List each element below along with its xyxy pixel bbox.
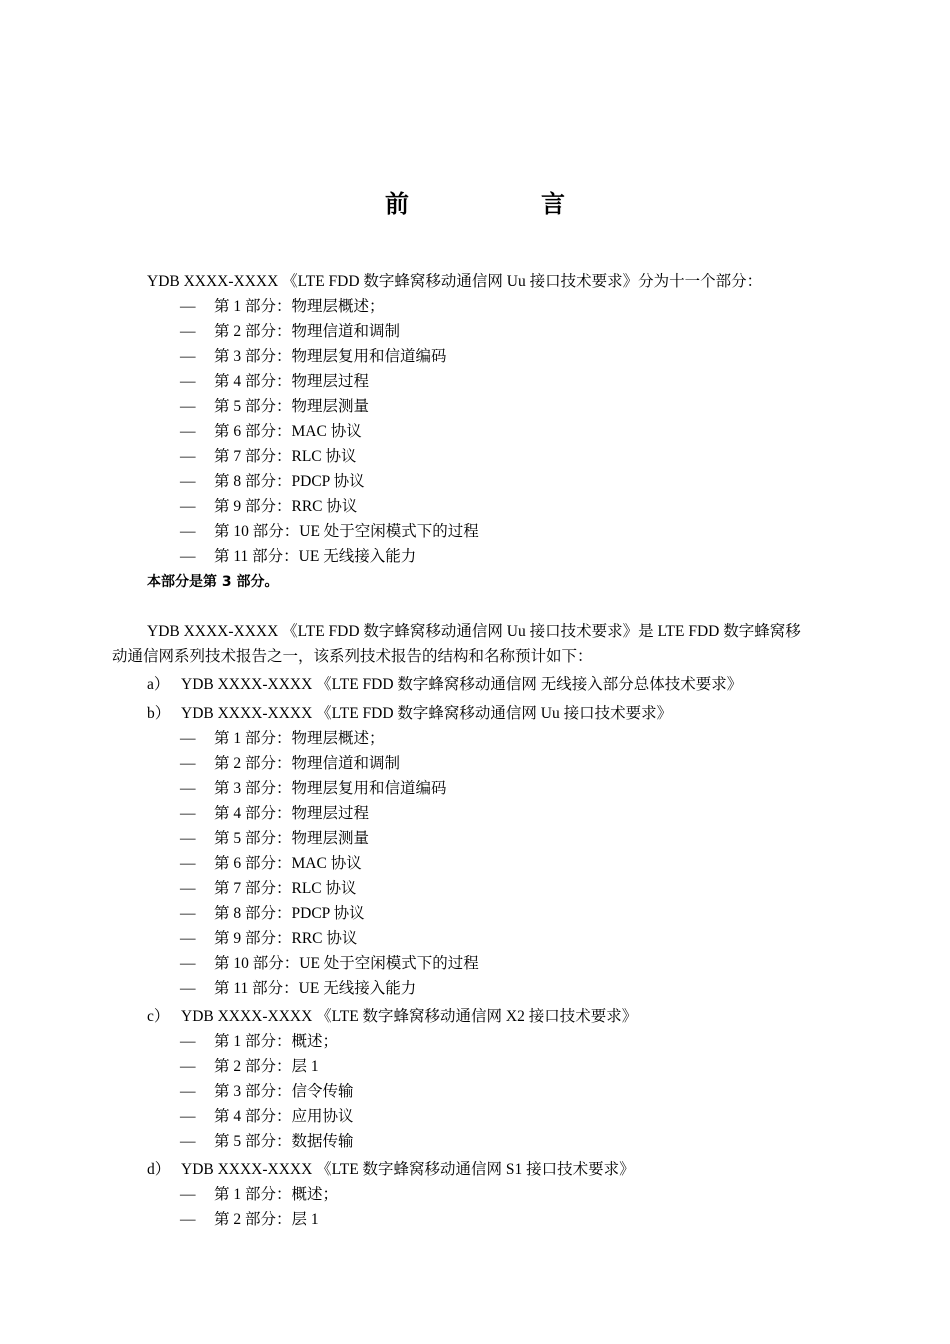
list-dash: — bbox=[180, 955, 196, 972]
item-b-title: YDB XXXX-XXXX 《LTE FDD 数字蜂窝移动通信网 Uu 接口技术要求》 bbox=[181, 705, 673, 722]
list-item: 第 1 部分：概述； bbox=[214, 1033, 339, 1050]
list-item: 第 3 部分：物理层复用和信道编码 bbox=[214, 780, 447, 797]
item-marker-a: a） bbox=[147, 676, 170, 693]
this-part-statement: 本部分是第 3 部分。 bbox=[147, 574, 279, 590]
list-item: 第 5 部分：物理层测量 bbox=[214, 398, 370, 415]
list-item: 第 4 部分：物理层过程 bbox=[214, 805, 370, 822]
list-dash: — bbox=[180, 1186, 196, 1203]
list-dash: — bbox=[180, 473, 196, 490]
list-item: 第 1 部分：物理层概述； bbox=[214, 730, 385, 747]
list-item: 第 2 部分：层 1 bbox=[214, 1058, 319, 1075]
list-dash: — bbox=[180, 1108, 196, 1125]
list-item: 第 8 部分：PDCP 协议 bbox=[214, 905, 365, 922]
list-item: 第 2 部分：物理信道和调制 bbox=[214, 323, 401, 340]
list-item: 第 2 部分：层 1 bbox=[214, 1211, 319, 1228]
list-dash: — bbox=[180, 1058, 196, 1075]
list-dash: — bbox=[180, 830, 196, 847]
list-item: 第 6 部分：MAC 协议 bbox=[214, 855, 362, 872]
list-dash: — bbox=[180, 373, 196, 390]
list-dash: — bbox=[180, 880, 196, 897]
list-item: 第 5 部分：物理层测量 bbox=[214, 830, 370, 847]
item-marker-d: d） bbox=[147, 1161, 171, 1178]
list-dash: — bbox=[180, 523, 196, 540]
item-c-title: YDB XXXX-XXXX 《LTE 数字蜂窝移动通信网 X2 接口技术要求》 bbox=[181, 1008, 638, 1025]
item-marker-b: b） bbox=[147, 705, 171, 722]
list-item: 第 4 部分：物理层过程 bbox=[214, 373, 370, 390]
list-dash: — bbox=[180, 423, 196, 440]
list-dash: — bbox=[180, 348, 196, 365]
list-item: 第 1 部分：物理层概述； bbox=[214, 298, 385, 315]
series-paragraph-line-2: 动通信网系列技术报告之一，该系列技术报告的结构和名称预计如下： bbox=[112, 648, 593, 665]
list-item: 第 1 部分：概述； bbox=[214, 1186, 339, 1203]
list-dash: — bbox=[180, 498, 196, 515]
list-dash: — bbox=[180, 855, 196, 872]
page-title: 前 言 bbox=[385, 190, 619, 218]
list-item: 第 11 部分：UE 无线接入能力 bbox=[214, 548, 417, 565]
list-item: 第 6 部分：MAC 协议 bbox=[214, 423, 362, 440]
list-dash: — bbox=[180, 1133, 196, 1150]
list-dash: — bbox=[180, 805, 196, 822]
item-marker-c: c） bbox=[147, 1008, 170, 1025]
list-dash: — bbox=[180, 1033, 196, 1050]
list-dash: — bbox=[180, 905, 196, 922]
list-item: 第 9 部分：RRC 协议 bbox=[214, 498, 358, 515]
item-a-title: YDB XXXX-XXXX 《LTE FDD 数字蜂窝移动通信网 无线接入部分总体技术要求》 bbox=[181, 676, 743, 693]
list-item: 第 11 部分：UE 无线接入能力 bbox=[214, 980, 417, 997]
list-dash: — bbox=[180, 1083, 196, 1100]
intro-paragraph: YDB XXXX-XXXX 《LTE FDD 数字蜂窝移动通信网 Uu 接口技术要求》分为十一个部分： bbox=[147, 273, 763, 290]
list-item: 第 7 部分：RLC 协议 bbox=[214, 880, 357, 897]
list-dash: — bbox=[180, 780, 196, 797]
list-dash: — bbox=[180, 730, 196, 747]
list-item: 第 8 部分：PDCP 协议 bbox=[214, 473, 365, 490]
list-dash: — bbox=[180, 298, 196, 315]
list-dash: — bbox=[180, 448, 196, 465]
list-item: 第 9 部分：RRC 协议 bbox=[214, 930, 358, 947]
list-dash: — bbox=[180, 398, 196, 415]
list-dash: — bbox=[180, 980, 196, 997]
list-dash: — bbox=[180, 323, 196, 340]
list-dash: — bbox=[180, 755, 196, 772]
list-item: 第 10 部分：UE 处于空闲模式下的过程 bbox=[214, 523, 479, 540]
list-dash: — bbox=[180, 1211, 196, 1228]
list-dash: — bbox=[180, 548, 196, 565]
list-dash: — bbox=[180, 930, 196, 947]
list-item: 第 3 部分：物理层复用和信道编码 bbox=[214, 348, 447, 365]
series-paragraph-line-1: YDB XXXX-XXXX 《LTE FDD 数字蜂窝移动通信网 Uu 接口技术要求》是 LTE FDD 数字蜂窝移 bbox=[147, 623, 801, 640]
list-item: 第 5 部分：数据传输 bbox=[214, 1133, 354, 1150]
list-item: 第 10 部分：UE 处于空闲模式下的过程 bbox=[214, 955, 479, 972]
list-item: 第 7 部分：RLC 协议 bbox=[214, 448, 357, 465]
list-item: 第 4 部分：应用协议 bbox=[214, 1108, 354, 1125]
list-item: 第 2 部分：物理信道和调制 bbox=[214, 755, 401, 772]
item-d-title: YDB XXXX-XXXX 《LTE 数字蜂窝移动通信网 S1 接口技术要求》 bbox=[181, 1161, 635, 1178]
list-item: 第 3 部分：信令传输 bbox=[214, 1083, 354, 1100]
